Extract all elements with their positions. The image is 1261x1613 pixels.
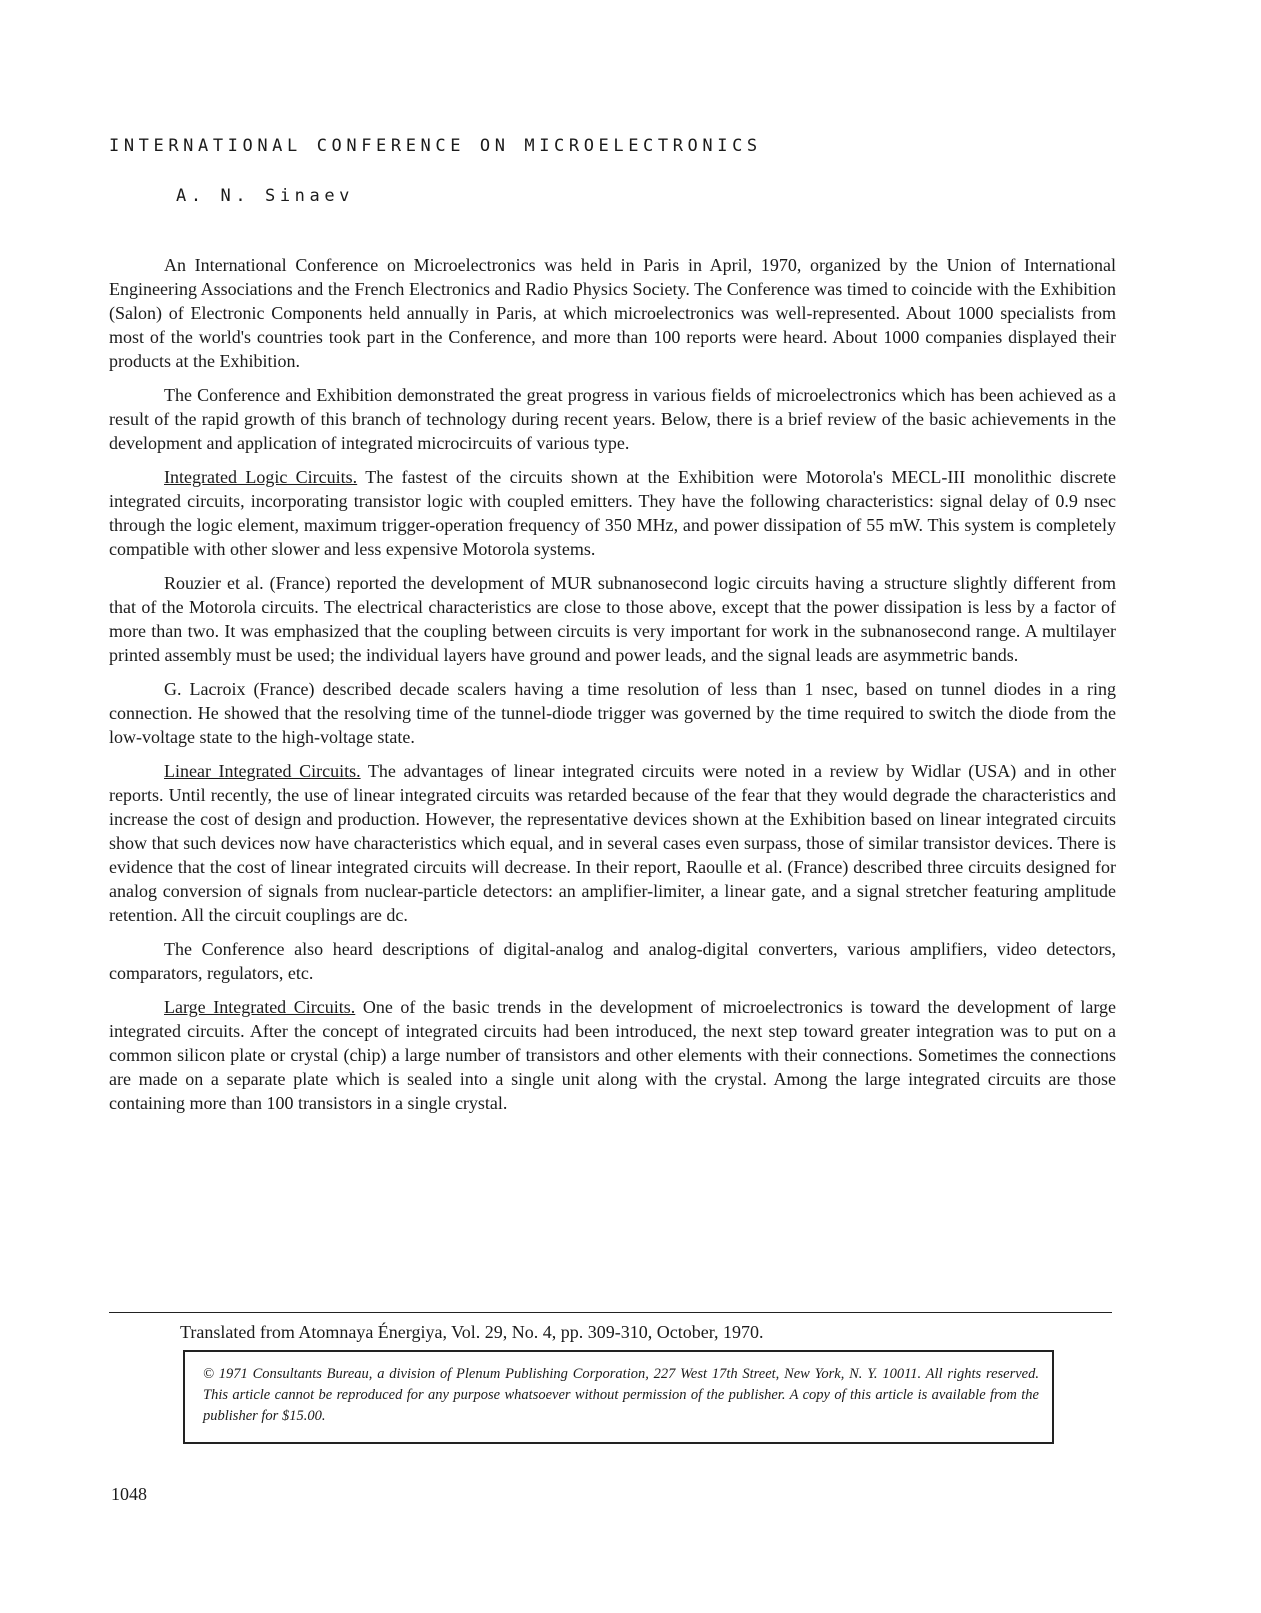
paragraph-text: An International Conference on Microelectronics was held in Paris in April, 1970, organized by the Union of International Engineering Associations and the French Electronics and Radio Physics Society. The Conference was timed to coincide with the Exhibition (Salon) of Electronic Components held annually in Paris, at which microelectronics was well-represented. About 1000 specialists from most of the world's countries took part in the Conference, and more than 100 reports were heard. About 1000 companies displayed their products at the Exhibition. [109,255,1116,371]
paragraph-logic-circuits [109,465,1116,561]
section-heading-logic-circuits: Integrated Logic Circuits. [164,467,358,487]
paragraph-lacroix [109,677,1116,749]
article-author: A. N. Sinaev [176,186,355,206]
translation-source: Translated from Atomnaya Énergiya, Vol. 29, No. 4, pp. 309-310, October, 1970. [180,1322,764,1342]
paragraph-text: Rouzier et al. (France) reported the development of MUR subnanosecond logic circuits having a structure slightly different from that of the Motorola circuits. The electrical characteristics are close to those above, except that the power dissipation is less by a factor of more than two. It was emphasized that the coupling between circuits is very important for work in the subnanosecond range. A multilayer printed assembly must be used; the individual layers have ground and power leads, and the signal leads are asymmetric bands. [109,573,1116,665]
footnote-divider [109,1312,1112,1313]
paragraph-intro [109,253,1116,373]
paragraph-linear-circuits [109,759,1116,927]
article-body [109,253,1116,1125]
paragraph-text: G. Lacroix (France) described decade scalers having a time resolution of less than 1 nsec, based on tunnel diodes in a ring connection. He showed that the resolving time of the tunnel-diode trigger was governed by the time required to switch the diode from the low-voltage state to the high-voltage state. [109,679,1116,747]
section-heading-large-circuits: Large Integrated Circuits. [164,997,356,1017]
copyright-box [183,1350,1054,1444]
page-number: 1048 [111,1484,147,1504]
paragraph-text: One of the basic trends in the development of microelectronics is toward the development of large integrated circuits. After the concept of integrated circuits had been introduced, the next step toward greater integration was to put on a common silicon plate or crystal (chip) a large number of transistors and other elements with their connections. Sometimes the connections are made on a separate plate which is sealed into a single unit along with the crystal. Among the large integrated circuits are those containing more than 100 transistors in a single crystal. [109,997,1116,1113]
paragraph-text: The Conference also heard descriptions of digital-analog and analog-digital converters, various amplifiers, video detectors, comparators, regulators, etc. [109,939,1116,983]
paragraph-converters [109,937,1116,985]
paragraph-text: The advantages of linear integrated circuits were noted in a review by Widlar (USA) and in other reports. Until recently, the use of linear integrated circuits was retarded because of the fear that they would degrade the characteristics and increase the cost of design and production. However, the representative devices shown at the Exhibition based on linear integrated circuits show that such devices now have characteristics which equal, and in several cases even surpass, those of similar transistor devices. There is evidence that the cost of linear integrated circuits will decrease. In their report, Raoulle et al. (France) described three circuits designed for analog conversion of signals from nuclear-particle detectors: an amplifier-limiter, a linear gate, and a signal stretcher featuring amplitude retention. All the circuit couplings are dc. [109,761,1116,925]
section-heading-linear-circuits: Linear Integrated Circuits. [164,761,361,781]
paragraph-large-circuits [109,995,1116,1115]
copyright-notice: © 1971 Consultants Bureau, a division of Plenum Publishing Corporation, 227 West 17th Street, New York, N. Y. 10011. All rights reserved. This article cannot be reproduced for any purpose whatsoever without permission of the publisher. A copy of this article is available from the publisher for $15.00. [203,1366,1039,1424]
paragraph-rouzier [109,571,1116,667]
paragraph-text: The Conference and Exhibition demonstrated the great progress in various fields of microelectronics which has been achieved as a result of the rapid growth of this branch of technology during recent years. Below, there is a brief review of the basic achievements in the development and application of integrated microcircuits of various type. [109,385,1116,453]
paragraph-text: The fastest of the circuits shown at the Exhibition were Motorola's MECL-III monolithic discrete integrated circuits, incorporating transistor logic with coupled emitters. They have the following characteristics: signal delay of 0.9 nsec through the logic element, maximum trigger-operation frequency of 350 MHz, and power dissipation of 55 mW. This system is completely compatible with other slower and less expensive Motorola systems. [109,467,1116,559]
paragraph-progress [109,383,1116,455]
article-title: INTERNATIONAL CONFERENCE ON MICROELECTRONICS [109,136,762,156]
